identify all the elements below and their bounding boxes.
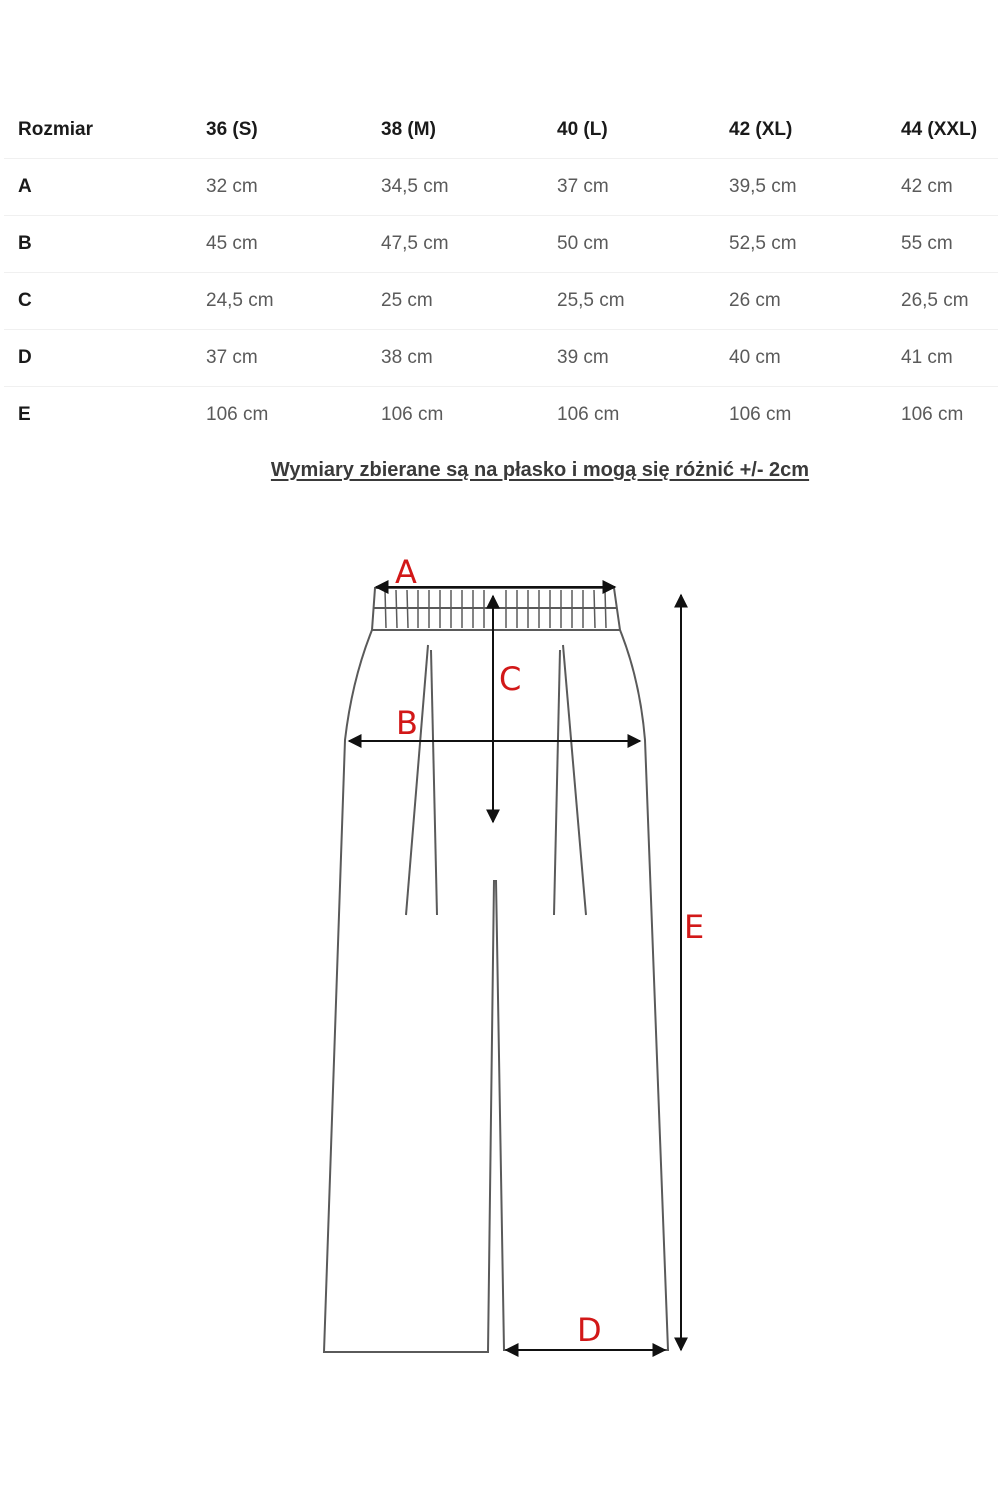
label-d: D <box>577 1311 602 1349</box>
pleat-line <box>563 645 586 915</box>
measurement-value: 34,5 cm <box>367 159 543 216</box>
label-c: C <box>499 660 522 698</box>
measurement-label: E <box>18 404 31 425</box>
size-header: 38 (M) <box>367 102 543 159</box>
size-header-label: Rozmiar <box>4 102 192 159</box>
measurement-arrows <box>349 587 681 1350</box>
pleat-line <box>431 650 437 915</box>
measurement-value: 24,5 cm <box>192 273 367 330</box>
measurement-value: 37 cm <box>543 159 715 216</box>
measurement-value: 39,5 cm <box>715 159 887 216</box>
measurement-value: 106 cm <box>557 404 620 425</box>
measurement-value: 106 cm <box>381 404 444 425</box>
size-header: 44 (XXL) <box>887 102 998 159</box>
pleat-line <box>406 645 428 915</box>
measurement-value: 26,5 cm <box>887 273 998 330</box>
measurement-value: 52,5 cm <box>715 216 887 273</box>
label-b: B <box>396 704 418 742</box>
measurement-value: 47,5 cm <box>367 216 543 273</box>
label-e: E <box>684 908 705 946</box>
trousers-outline <box>324 588 668 1352</box>
measurement-value: 106 cm <box>729 404 792 425</box>
measurement-value: 32 cm <box>192 159 367 216</box>
measurement-value: 25 cm <box>367 273 543 330</box>
size-header: 42 (XL) <box>715 102 887 159</box>
measurement-value: 37 cm <box>192 330 367 387</box>
right-leg-outline <box>496 630 668 1350</box>
measurement-value: 41 cm <box>887 330 998 387</box>
measurement-value: 38 cm <box>367 330 543 387</box>
measurement-label: A <box>4 159 192 216</box>
measurement-value: 45 cm <box>192 216 367 273</box>
size-header: 36 (S) <box>192 102 367 159</box>
pleat-line <box>554 650 560 915</box>
measurement-value: 50 cm <box>543 216 715 273</box>
measurement-value: 25,5 cm <box>543 273 715 330</box>
measurement-value: 39 cm <box>543 330 715 387</box>
measurement-value: 106 cm <box>901 404 964 425</box>
measurement-value: 42 cm <box>887 159 998 216</box>
measurement-note: Wymiary zbierane są na płasko i mogą się różnić +/- 2cm <box>270 459 810 481</box>
measurement-value: 106 cm <box>206 404 269 425</box>
measurement-value: 55 cm <box>887 216 998 273</box>
size-header: 40 (L) <box>543 102 715 159</box>
measurement-value: 40 cm <box>715 330 887 387</box>
measurement-label: C <box>4 273 192 330</box>
measurement-label: D <box>4 330 192 387</box>
label-a: A <box>395 553 417 591</box>
measurement-label: B <box>4 216 192 273</box>
measurement-value: 26 cm <box>715 273 887 330</box>
